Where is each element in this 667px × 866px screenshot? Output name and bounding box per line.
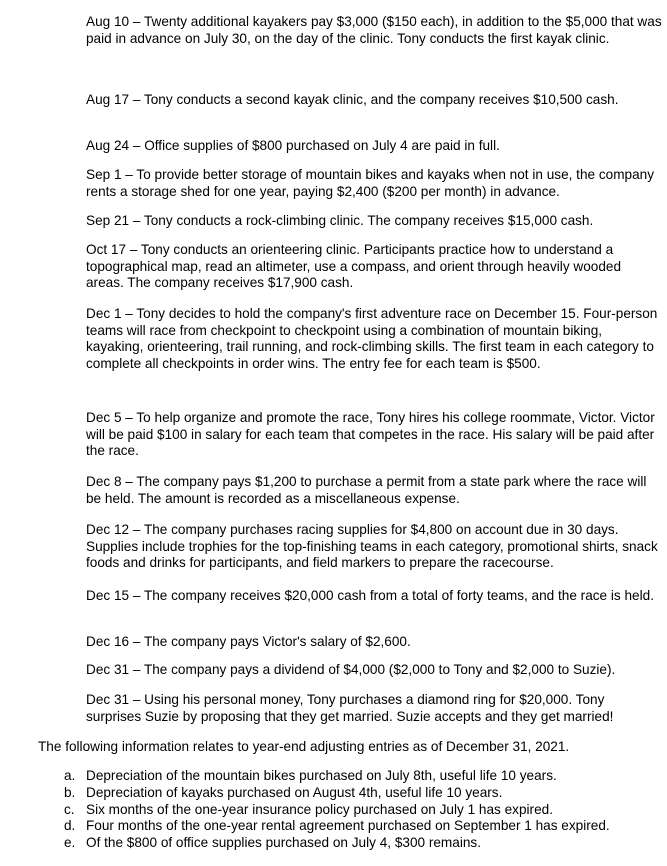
entry-sep-1: Sep 1 – To provide better storage of mountain bikes and kayaks when not in use, the company rents a storage shed for one year, paying $2,400 ($200 per month) in advance. — [86, 167, 655, 199]
list-marker: e. — [64, 835, 76, 851]
entry-dec-1: Dec 1 – Tony decides to hold the company's first adventure race on December 15. Four-person teams will race from checkpoint to checkpoint using a combination of mountain biking, kayaking, orienteering, trail running, and rock-climbing skills. The first team in each category to complete all checkpoints in order wins. The entry fee for each team is $500. — [86, 306, 658, 371]
list-marker: d. — [64, 818, 76, 834]
adjusting-intro: The following information relates to year-end adjusting entries as of December 31, 2021. — [38, 739, 570, 754]
list-marker: b. — [64, 784, 76, 800]
entry-aug-10: Aug 10 – Twenty additional kayakers pay $3,000 ($150 each), in addition to the $5,000 that was paid in advance on July 30, on the day of the clinic. Tony conducts the first kayak clinic. — [86, 14, 662, 46]
entry-dec-31-dividend: Dec 31 – The company pays a dividend of $4,000 ($2,000 to Tony and $2,000 to Suzie). — [86, 662, 616, 677]
list-marker: c. — [64, 801, 75, 817]
entry-dec-15: Dec 15 – The company receives $20,000 cash from a total of forty teams, and the race is held. — [86, 588, 654, 603]
entry-dec-31-ring: Dec 31 – Using his personal money, Tony purchases a diamond ring for $20,000. Tony surprises Suzie by proposing that they get married. Suzie accepts and they get married! — [86, 692, 614, 724]
list-item — [0, 835, 667, 852]
adjustment-text: Depreciation of the mountain bikes purchased on July 8th, useful life 10 years. — [86, 768, 557, 783]
adjustment-text: Depreciation of kayaks purchased on August 4th, useful life 10 years. — [86, 784, 503, 800]
list-item — [0, 818, 667, 835]
list-marker: a. — [64, 768, 76, 783]
adjustment-text: Four months of the one-year rental agreement purchased on September 1 has expired. — [86, 818, 610, 834]
entry-dec-8: Dec 8 – The company pays $1,200 to purchase a permit from a state park where the race will be held. The amount is recorded as a miscellaneous expense. — [86, 474, 647, 506]
list-item — [0, 802, 667, 819]
entry-aug-17: Aug 17 – Tony conducts a second kayak clinic, and the company receives $10,500 cash. — [86, 92, 619, 107]
list-item — [0, 785, 667, 802]
entry-sep-21: Sep 21 – Tony conducts a rock-climbing clinic. The company receives $15,000 cash. — [86, 213, 594, 228]
entry-aug-24: Aug 24 – Office supplies of $800 purchased on July 4 are paid in full. — [86, 138, 500, 153]
list-item — [0, 768, 667, 785]
entry-dec-12: Dec 12 – The company purchases racing supplies for $4,800 on account due in 30 days. Supplies include trophies for the top-finishing teams in each category, promotional shirts, snack foods and drinks for participants, and field markers to prepare the racecourse. — [86, 522, 658, 570]
adjustment-text: Of the $800 of office supplies purchased on July 4, $300 remains. — [86, 835, 481, 851]
adjustments-list — [0, 768, 667, 852]
entry-dec-16: Dec 16 – The company pays Victor's salary of $2,600. — [86, 634, 411, 649]
adjustment-text: Six months of the one-year insurance policy purchased on July 1 has expired. — [86, 801, 553, 817]
entry-dec-5: Dec 5 – To help organize and promote the race, Tony hires his college roommate, Victor. Victor will be paid $100 in salary for each team that competes in the race. His salary will be paid after the race. — [86, 410, 655, 458]
entry-oct-17: Oct 17 – Tony conducts an orienteering clinic. Participants practice how to understand a topographical map, read an altimeter, use a compass, and orient through heavily wooded areas. The company receives $17,900 cash. — [86, 242, 622, 290]
